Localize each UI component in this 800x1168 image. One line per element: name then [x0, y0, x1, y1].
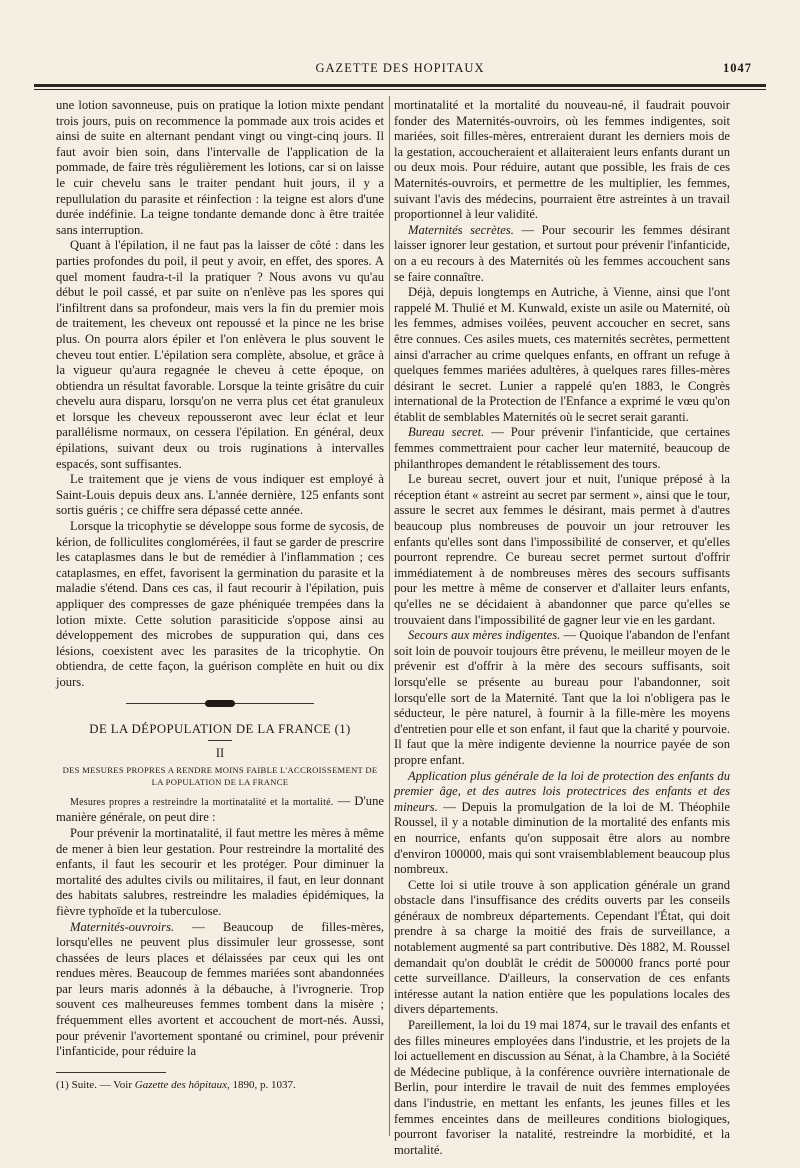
section-title: DE LA DÉPOPULATION DE LA FRANCE (1)	[89, 721, 351, 736]
paragraph-maternites-secretes	[394, 223, 730, 285]
header-rule-thin	[34, 89, 766, 90]
footnote-reference: Gazette des hôpitaux,	[134, 1078, 230, 1091]
run-in-heading: Maternités secrètes.	[408, 222, 514, 237]
run-in-text: — Pour prévenir l'infanticide, que certaines femmes commettraient pour cacher leur maternité, beaucoup de philanthropes demandent le rétablissement des tours.	[394, 425, 730, 471]
paragraph: Le traitement que je viens de vous indiquer est employé à Saint-Louis depuis deux ans. L'année dernière, 125 enfants sont sortis guéris ; ce chiffre sera dépassé cette année.	[56, 472, 384, 518]
paragraph: Le bureau secret, ouvert jour et nuit, l'unique préposé à la réception étant « astreint au secret par serment », ainsi que le tour, assure le secret aux femmes le désirant, mais permet à d'autres beaucoup plus nombreuses de pouvoir un jour retrouver les enfants qu'elles sont dans l'impossibilité de conserver, et qu'elles pourront reprendre. Ce bureau secret permet surtout d'offrir immédiatement à de nombreuses mères des secours suffisants pour les mettre à même de conserver et d'allaiter leurs enfants, qu'elles ne se décidaient à abandonner que parce qu'elles se trouvaient dans l'impossibilité de gagner leur vie en les gardant.	[394, 472, 730, 627]
paragraph-secours	[394, 628, 730, 768]
left-column	[56, 98, 384, 1133]
short-rule	[208, 740, 232, 741]
column-divider	[389, 96, 390, 1136]
paragraph: Pour prévenir la mortinatalité, il faut mettre les mères à même de mener à bien leur gestation. Pour restreindre la mortalité des enfants, il faut les secourir et les protéger. Pour diminuer la mortalité des adultes civils ou militaires, il faut, en leur donnant des habitats salubres, restreindre les maladies épidémiques, la fièvre typhoïde et la tuberculose.	[56, 825, 384, 918]
paragraph: Pareillement, la loi du 19 mai 1874, sur le travail des enfants et des filles mineures employées dans l'industrie, et les projets de la loi actuellement en discussion au Sénat, à la Chambre, à la Société de Médecine publique, à la conférence ouvrière internationale de Berlin, pour interdire le travail de nuit des femmes employées dans l'industrie, en mettant les enfants, les jeunes filles et les femmes enceintes dans de meilleures conditions biologiques, pourront favoriser la natalité, restreindre la morbidité, et la mortalité.	[394, 1018, 730, 1157]
header-rule-thick	[34, 84, 766, 87]
chapter-subtitle: DES MESURES PROPRES A RENDRE MOINS FAIBLE L'ACCROISSEMENT DE LA POPULATION DE LA FRANCE	[62, 764, 378, 787]
paragraph-bureau-secret	[394, 425, 730, 472]
run-in-text: — Depuis la promulgation de la loi de M. Théophile Roussel, il y a notable diminution de la mortalité des enfants mis en nourrice, enfants qu'on supposait être alors au nombre d'environ 100000, mais qui sont vraisemblablement beaucoup plus nombreux.	[394, 799, 730, 877]
ornamental-divider	[126, 700, 314, 708]
run-in-heading: Application plus générale de la loi de protection des enfants du premier âge, et des autres lois protectrices des enfants et des mineurs.	[394, 768, 730, 814]
footnote	[56, 1078, 384, 1092]
footnote-lead: (1) Suite. — Voir	[56, 1078, 135, 1091]
chapter-number: II	[215, 746, 225, 761]
paragraph-lead	[56, 794, 384, 826]
paragraph-application	[394, 769, 730, 878]
footnote-rule	[56, 1072, 166, 1073]
paragraph: une lotion savonneuse, puis on pratique la lotion mixte pendant trois jours, puis on recommence la pommade aux trois acides et ainsi de suite en alternant pendant vingt ou vingt-cinq jours. Il faut avoir bien soin, dans l'intervalle de l'application de la pommade, de faire très régulièrement les lotions, car si on laisse le cuir chevelu sans le traiter pendant huit jours, il y a repullulation du parasite et réinfection : la teigne est alors d'une durée indéfinie. La teigne tondante demande donc à être traitée sans interruption.	[56, 98, 384, 237]
lead-heading: Mesures propres a restreindre la mortinatalité et la mortalité.	[70, 796, 334, 808]
paragraph: Cette loi si utile trouve à son application générale un grand obstacle dans l'insuffisance des crédits ouverts par les conseils généraux de nombreux départements. Cependant l'État, qui doit prendre à sa charge la moitié des frais de surveillance, a notablement augmenté sa part contributive. Dès 1882, M. Roussel demandait qu'on doublât le crédit de 500000 francs porté pour cette surveillance. D'ailleurs, la conservation de ces enfants intéresse autant la nation entière que les populations locales des divers départements.	[394, 877, 730, 1017]
paragraph: Déjà, depuis longtemps en Autriche, à Vienne, ainsi que l'ont rappelé M. Thulié et M. Kunwald, existe un asile ou Maternité, où les femmes, admises voilées, peuvent accoucher en secret, sans être connues. Ces asiles muets, ces maternités secrètes, permettent ainsi d'arracher au crime quelques enfants, en offrant un refuge à quelques femmes mariées adultères, à quelques rares filles-mères désirant le secret. Lunier a rappelé qu'en 1883, le Congrès international de la Protection de l'Enfance a exprimé le vœu qu'on établit de semblables Maternités où le secret serait garanti.	[394, 285, 730, 424]
lead-text: — D'une manière générale, on peut dire :	[56, 793, 384, 825]
paragraph: Quant à l'épilation, il ne faut pas la laisser de côté : dans les parties profondes du poil, il peut y avoir, en effet, des spores. A quel moment faudra-t-il la pratiquer ? Nous avons vu qu'au début le poil cassé, et par suite on n'enlève pas les spores qui l'infiltrent dans sa profondeur, mais vers la fin du premier mois de traitement, les cheveux ont repoussé et la pince ne les brise plus. On pourra alors épiler et l'on enlèvera le plus souvent le cheveu tout entier. L'épilation sera complète, absolue, et grâce à la vigueur qu'aura regagnée le cheveu à cette époque, on obtiendra un résultat favorable. Lorsque la teinte grisâtre du cuir chevelu aura disparu, lorsqu'on ne verra plus cet état granuleux et lorsque les cheveux repousseront avec leur éclat et leur parallélisme normaux, on cessera l'épilation. En général, deux épilations, suivant deux ou trois ruginations à intervalles espacés, sont suffisantes.	[56, 238, 384, 471]
run-in-text: — Quoique l'abandon de l'enfant soit loin de pouvoir toujours être prévenu, le meilleur moyen de le prévenir est d'offrir à la mère des secours suffisants, soit lorsqu'elle se présente au bureau pour l'abandonner, soit lorsqu'elle sort de la Maternité. Tant que la loi n'obligera pas le séducteur, le père naturel, à fournir à la fille-mère les moyens d'entretien pour elle et son enfant, il faut que la charité y pourvoie. Il faut que la mère indigente devienne la nourrice payée de son propre enfant.	[394, 628, 730, 767]
run-in-text: — Pour secourir les femmes désirant laisser ignorer leur gestation, et surtout pour prévenir l'infanticide, on a eu recours à des Maternités où les femmes accouchent sans se faire connaître.	[394, 222, 731, 284]
run-in-text: — Beaucoup de filles-mères, lorsqu'elles ne peuvent plus dissimuler leur grossesse, sont chassées de leurs places et délaissées par ceux qui les ont rendues mères. Beaucoup de femmes mariées sont abandonnées par leurs maris adonnés à la débauche, à l'ivrognerie. Trop souvent ces malheureuses femmes tombent dans la misère ; fréquemment elles avortent et accouchent de mort-nés. Aussi, pour prévenir l'avortement spontané ou criminel, pour prévenir l'infanticide, pour réduire la	[56, 919, 384, 1059]
right-column	[394, 98, 731, 1157]
footnote-tail: 1890, p. 1037.	[229, 1078, 296, 1091]
running-head	[48, 58, 752, 78]
run-in-heading: Secours aux mères indigentes.	[408, 628, 561, 643]
run-in-heading: Bureau secret.	[408, 425, 485, 440]
paragraph: mortinatalité et la mortalité du nouveau-né, il faudrait pouvoir fonder des Maternités-ouvroirs, où les femmes indigentes, soit mariées, soit filles-mères, entreraient durant les derniers mois de la gestation, accoucheraient et allaiteraient leurs enfants durant un ou deux mois. Pour réduire, autant que possible, les frais de ces Maternités-ouvroirs, et permettre de les multiplier, les femmes, suivant l'avis des médecins, pourraient être astreintes à un travail proportionnel à leur validité.	[394, 98, 730, 222]
paragraph: Lorsque la tricophytie se développe sous forme de sycosis, de kérion, de folliculites conglomérées, il faut se garder de prescrire les cataplasmes dans le but de remédier à l'inflammation ; ces cataplasmes, en effet, favorisent la germination du parasite et la maladie s'étend. Dans ces cas, il faut recourir à l'épilation, puis appliquer des compresses de gaze phéniquée trempées dans la lotion mixte. Cette solution parasiticide s'oppose ainsi au développement des microbes de suppuration qui, dans ces lésions, coexistent avec les parasites de la tricophytie. On obtiendra, de cette façon, la guérison complète en huit ou dix jours.	[56, 519, 384, 689]
page-number: 1047	[723, 61, 752, 75]
paragraph-maternites-ouvroirs	[56, 920, 384, 1060]
journal-title: GAZETTE DES HOPITAUX	[315, 61, 485, 75]
run-in-heading: Maternités-ouvroirs.	[70, 919, 175, 934]
